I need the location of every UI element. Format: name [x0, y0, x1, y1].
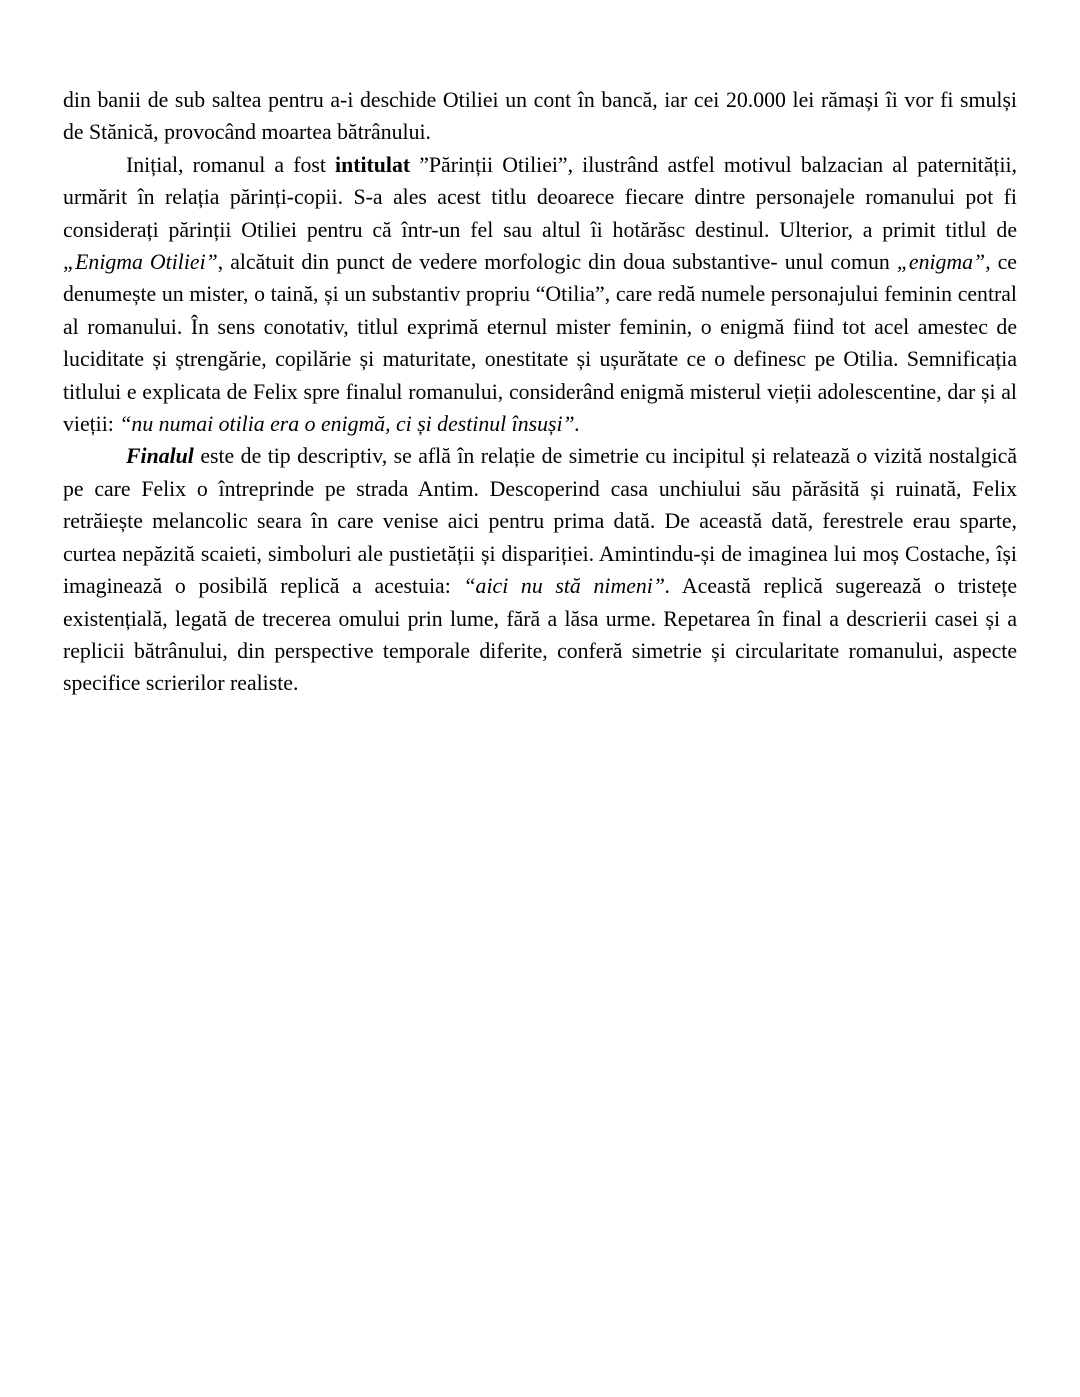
- text-run: ”Părinții Otiliei”, ilustrând astfel motivul balzacian al paternității, urmărit în relația părinți-copii. S-a ales acest titlu deoarece fiecare dintre personajele romanului pot fi considerați părinții Otiliei pentru că într-un fel sau altul îi hotărăsc destinul. Ulterior, a primit titlul de: [63, 152, 1017, 242]
- quote-felix: “nu numai otilia era o enigmă, ci și destinul însuși”.: [119, 412, 581, 437]
- text-run: este de tip descriptiv, se află în relație de simetrie cu incipitul și relatează o vizită nostalgică pe care Felix o întreprinde pe strada Antim. Descoperind casa unchiului său părăsită și ruinată, Felix retrăiește melancolic seara în care venise aici pentru prima dată. De această dată, ferestrele erau sparte, curtea nepăzită scaieti, simboluri ale pustietății și dispariției. Amintindu-și de imaginea lui moș Costache, își imaginează o posibilă replică a acestuia:: [63, 444, 1017, 599]
- text-run: Inițial, romanul a fost: [126, 152, 336, 177]
- paragraph-continuation: [63, 84, 1017, 149]
- emphasis-intitulat: intitulat: [335, 152, 411, 177]
- text-run: Această replică sugerează o tristețe existențială, legată de trecerea omului prin lume, fără a lăsa urme. Repetarea în final a descrierii casei și a replicii bătrânului, din perspective temporale diferite, conferă simetrie și circularitate romanului, aspecte specifice scrierilor realiste.: [63, 574, 1018, 696]
- text-run: din banii de sub saltea pentru a-i deschide Otiliei un cont în bancă, iar cei 20.000 lei rămași îi vor fi smulși de Stănică, provocând moartea bătrânului.: [63, 88, 1017, 145]
- quote-costache: “aici nu stă nimeni”.: [463, 574, 671, 599]
- emphasis-enigma: „enigma”: [896, 250, 986, 275]
- text-run: , alcătuit din punct de vedere morfologic din doua substantive- unul comun: [217, 250, 897, 275]
- emphasis-enigma-otiliei: „Enigma Otiliei”: [63, 250, 218, 275]
- document-page: [63, 84, 1017, 700]
- paragraph-title-discussion: [63, 149, 1017, 441]
- paragraph-finalul: [63, 440, 1017, 699]
- emphasis-finalul: [126, 444, 194, 468]
- text-run: , ce denumește un mister, o taină, și un substantiv propriu “Otilia”, care redă numele personajului feminin central al romanului. În sens conotativ, titlul exprimă eternul mister feminin, o enigmă fiind tot acel amestec de luciditate și ștrengărie, copilărie și maturitate, onestitate și ușurătate ce o definesc pe Otilia. Semnificația titlului e explicata de Felix spre finalul romanului, considerând enigmă misterul vieții adolescentine, dar și al vieții:: [63, 250, 1017, 437]
- emphasis-finalul-text: Finalul: [126, 444, 194, 469]
